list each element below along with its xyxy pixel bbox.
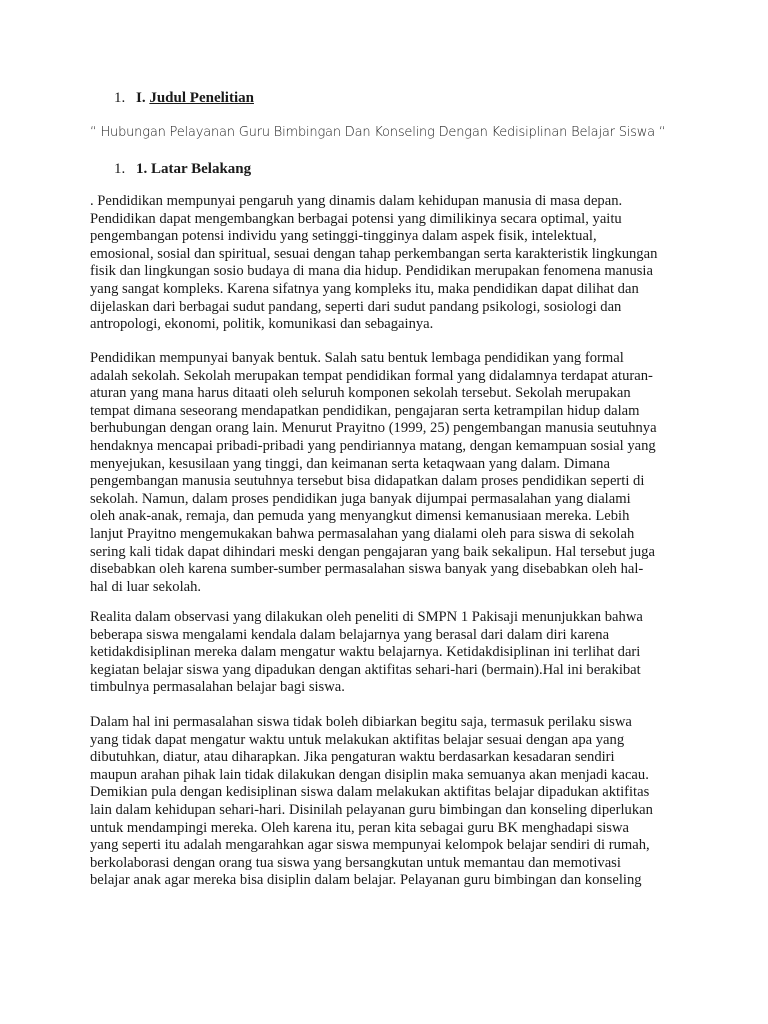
paragraph-line: untuk mendampingi mereka. Oleh karena itu, peran kita sebagai guru BK menghadapi siswa <box>90 819 629 836</box>
paragraph-line: lanjut Prayitno mengemukakan bahwa permasalahan yang dialami oleh para siswa di sekolah <box>90 525 635 542</box>
paragraph-line: Dalam hal ini permasalahan siswa tidak boleh dibiarkan begitu saja, termasuk perilaku siswa <box>90 714 632 730</box>
paragraph-line: hal di luar sekolah. <box>90 578 202 595</box>
heading-number: 1. <box>114 161 126 177</box>
paragraph-line: aturan yang mana harus ditaati oleh seluruh komponen sekolah tersebut. Sekolah merupakan <box>90 385 631 402</box>
paragraph-line: Realita dalam observasi yang dilakukan oleh peneliti di SMPN 1 Pakisaji menunjukkan bahwa <box>90 609 643 625</box>
paragraph-line: berkolaborasi dengan orang tua siswa yang bersangkutan untuk memantau dan memotivasi <box>90 854 621 871</box>
paragraph-line: sering kali tidak dapat dihindari meski dengan pengajaran yang baik sekalipun. Hal tersebut juga <box>90 543 655 560</box>
paragraph-line: emosional, sosial dan spiritual, sesuai dengan tahap perkembangan serta karakteristik lingkungan <box>90 245 658 262</box>
paragraph-3 <box>90 609 690 697</box>
paragraph-line: maupun arahan pihak lain tidak dilakukan dengan disiplin maka semuanya akan menjadi kacau. <box>90 766 649 783</box>
paragraph-line: lain dalam kehidupan sehari-hari. Disinilah pelayanan guru bimbingan dan konseling diperlukan <box>90 801 653 818</box>
paragraph-line: . Pendidikan mempunyai pengaruh yang dinamis dalam kehidupan manusia di masa depan. <box>90 193 623 209</box>
paragraph-line: adalah sekolah. Sekolah merupakan tempat pendidikan formal yang didalamnya terdapat aturan- <box>90 367 653 384</box>
paragraph-line: pengembangan potensi individu yang setinggi-tingginya dalam aspek fisik, intelektual, <box>90 228 597 245</box>
section-heading-judul <box>114 89 254 107</box>
paragraph-line: dijelaskan dari berbagai sudut pandang, seperti dari sudut pandang psikologi, sosiologi dan <box>90 298 622 315</box>
paragraph-line: belajar anak agar mereka bisa disiplin dalam belajar. Pelayanan guru bimbingan dan konseling <box>90 872 642 889</box>
paragraph-line: yang tidak dapat mengatur waktu untuk melakukan aktifitas belajar sesuai dengan apa yang <box>90 731 625 748</box>
paragraph-2 <box>90 350 690 596</box>
paragraph-line: ketidakdisiplinan mereka dalam mengatur waktu belajarnya. Ketidakdisiplinan ini terlihat dari <box>90 644 641 661</box>
paragraph-line: kegiatan belajar siswa yang dipadukan dengan aktifitas sehari-hari (bermain).Hal ini berakibat <box>90 661 641 678</box>
paragraph-line: fisik dan lingkungan sosio budaya di mana dia hidup. Pendidikan merupakan fenomena manusia <box>90 263 653 280</box>
paragraph-line: Demikian pula dengan kedisiplinan siswa dalam melakukan aktifitas belajar dipadukan aktifitas <box>90 784 650 801</box>
paragraph-line: timbulnya permasalahan belajar bagi siswa. <box>90 679 345 696</box>
paragraph-line: berhubungan dengan orang lain. Menurut Prayitno (1999, 25) pengembangan manusia seutuhnya <box>90 420 657 437</box>
paragraph-line: yang sangat kompleks. Karena sifatnya yang kompleks itu, maka pendidikan dapat dilihat dan <box>90 280 639 297</box>
paragraph-line: menyejukan, kesusilaan yang tinggi, dan keimanan serta ketaqwaan yang dalam. Dimana <box>90 455 610 472</box>
paragraph-line: pengembangan manusia seutuhnya tersebut bisa didapatkan dalam proses pendidikan seperti di <box>90 473 645 490</box>
paragraph-line: tempat dimana seseorang mendapatkan pendidikan, pengajaran serta ketrampilan hidup dalam <box>90 402 640 419</box>
paragraph-line: Pendidikan mempunyai banyak bentuk. Salah satu bentuk lembaga pendidikan yang formal <box>90 350 624 366</box>
research-title: “ Hubungan Pelayanan Guru Bimbingan Dan Konseling Dengan Kedisiplinan Belajar Siswa “ <box>90 125 666 140</box>
paragraph-line: sekolah. Namun, dalam proses pendidikan juga banyak dijumpai permasalahan yang dialami <box>90 490 631 507</box>
heading-title: 1. Latar Belakang <box>136 161 252 177</box>
paragraph-line: yang seperti itu adalah mengarahkan agar siswa mempunyai kelompok belajar sendiri di rumah, <box>90 837 650 854</box>
paragraph-1 <box>90 193 690 334</box>
paragraph-line: Pendidikan dapat mengembangkan berbagai potensi yang dimilikinya secara optimal, yaitu <box>90 210 622 227</box>
paragraph-line: disebabkan oleh karena sumber-sumber permasalahan siswa banyak yang disebabkan oleh hal- <box>90 561 644 578</box>
paragraph-line: oleh anak-anak, remaja, dan pemuda yang menyangkut dimensi kemanusiaan mereka. Lebih <box>90 508 630 525</box>
heading-prefix: I. <box>136 90 150 106</box>
paragraph-line: beberapa siswa mengalami kendala dalam belajarnya yang berasal dari dalam diri karena <box>90 626 610 643</box>
heading-title <box>136 90 254 106</box>
heading-number: 1. <box>114 90 126 106</box>
paragraph-line: hendaknya mencapai pribadi-pribadi yang pendiriannya matang, dengan kemampuan sosial yang <box>90 437 656 454</box>
paragraph-line: dibutuhkan, diatur, atau diharapkan. Jika pengaturan waktu berdasarkan kesadaran sendiri <box>90 749 615 766</box>
heading-title-text: Judul Penelitian <box>149 90 254 106</box>
paragraph-4 <box>90 714 690 890</box>
paragraph-line: antropologi, ekonomi, politik, komunikasi dan sebagainya. <box>90 316 434 333</box>
section-heading-latar-belakang <box>114 160 251 178</box>
